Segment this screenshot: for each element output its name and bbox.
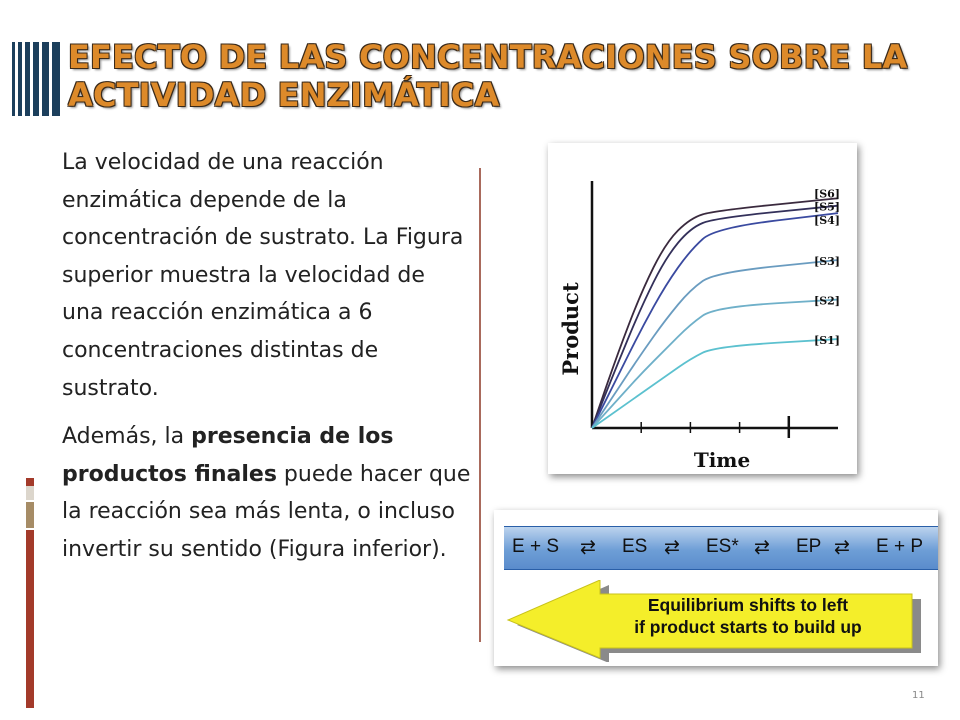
equilibrium-message-line2: if product starts to build up: [634, 617, 862, 637]
series-line-s4: [592, 213, 841, 428]
slide-title: [68, 38, 948, 114]
x-axis-label: Time: [693, 448, 751, 472]
page-number: 11: [912, 690, 925, 701]
accent-bar-segment: [26, 486, 34, 500]
stripes-decoration-icon: [12, 42, 60, 116]
legend-label: [S4]: [814, 214, 841, 228]
paragraph-2-post: puede hacer que la reacción sea más lenta, o incluso invertir su sentido (Figura inferior).: [62, 461, 471, 562]
substrate-chart: [548, 143, 857, 474]
legend-label: [S1]: [814, 334, 841, 348]
term-e-s: E + S: [512, 536, 559, 557]
term-es: ES: [622, 536, 648, 557]
legend-label: [S6]: [814, 187, 841, 201]
accent-bar-segment: [26, 530, 34, 708]
body-text: [62, 144, 472, 569]
equilibrium-figure-card: [494, 510, 938, 666]
slide-title-line1: EFECTO DE LAS CONCENTRACIONES SOBRE LA: [68, 38, 908, 76]
legend-label: [S2]: [814, 294, 841, 308]
legend-label: [S5]: [814, 200, 841, 214]
double-arrow-icon: ⇄: [580, 537, 596, 558]
substrate-chart-card: [548, 143, 857, 474]
term-ep: EP: [796, 536, 822, 557]
accent-bar-segment: [26, 502, 34, 528]
slide-title-line2: ACTIVIDAD ENZIMÁTICA: [68, 76, 500, 114]
equilibrium-reaction-band: [504, 526, 938, 570]
paragraph-2-bold: presencia de los productos finales: [62, 424, 394, 487]
accent-bar-segment: [26, 478, 34, 486]
equilibrium-message-line1: Equilibrium shifts to left: [647, 595, 849, 615]
series-line-s5: [592, 206, 841, 428]
paragraph-1: La velocidad de una reacción enzimática depende de la concentración de sustrato. La Figura superior muestra la velocidad de una reacción enzimática a 6 concentraciones distintas de sustrato.: [62, 150, 464, 401]
series-line-s2: [592, 300, 841, 428]
double-arrow-icon: ⇄: [754, 537, 770, 558]
legend-label: [S3]: [814, 255, 841, 269]
y-axis-label: Product: [558, 282, 583, 376]
double-arrow-icon: ⇄: [834, 537, 850, 558]
paragraph-2: [62, 418, 472, 568]
paragraph-2-pre: Además, la: [62, 424, 192, 450]
vertical-divider: [479, 168, 481, 642]
double-arrow-icon: ⇄: [664, 537, 680, 558]
equilibrium-message: [588, 594, 908, 638]
term-es-star: ES*: [706, 536, 739, 557]
term-e-p: E + P: [876, 536, 923, 557]
